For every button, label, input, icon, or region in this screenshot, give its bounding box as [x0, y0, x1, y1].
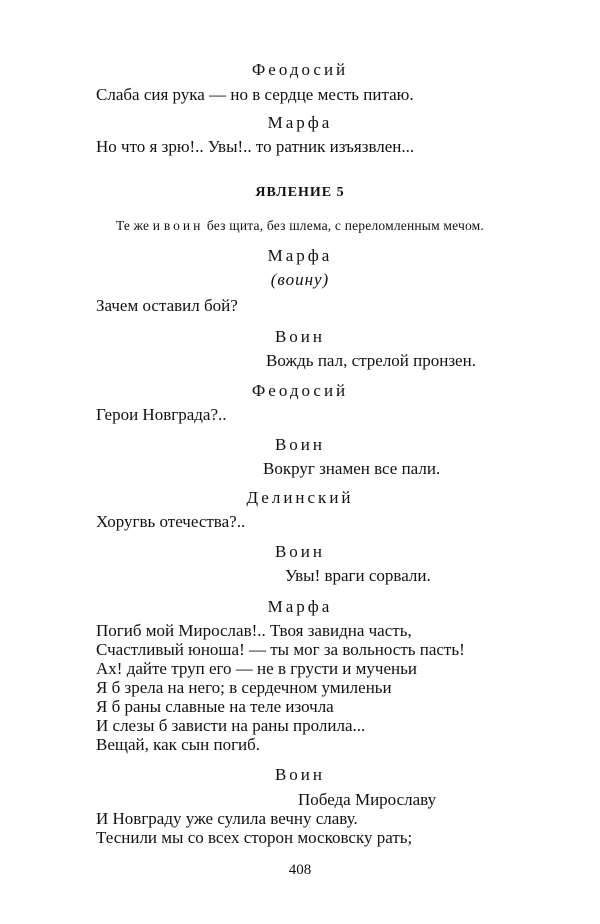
speaker-feodosy: Феодосий — [251, 60, 349, 79]
verse-line: Герои Новграда?.. — [96, 405, 227, 424]
stage-remark: (воину) — [270, 270, 330, 289]
stage-text: без щита, без шлема, с переломленным мечом. — [203, 218, 484, 233]
stage-text: Те же и — [115, 218, 164, 233]
page-number: 408 — [288, 862, 312, 878]
verse-line: Увы! враги сорвали. — [285, 566, 431, 585]
verse-line: Счастливый юноша! — ты мог за вольность пасть! — [96, 640, 465, 659]
speaker-voin: Воин — [274, 435, 326, 454]
verse-line: Но что я зрю!.. Увы!.. то ратник изъязвлен... — [96, 137, 415, 156]
verse-line: Вокруг знамен все пали. — [263, 459, 441, 478]
speaker-marfa: Марфа — [267, 597, 333, 616]
verse-line: Теснили мы со всех сторон московску рать; — [96, 828, 413, 847]
scene-heading: ЯВЛЕНИЕ 5 — [255, 185, 345, 200]
speaker-feodosy: Феодосий — [251, 381, 349, 400]
verse-line: Я б зрела на него; в сердечном умиленьи — [96, 678, 392, 697]
verse-line: Ах! дайте труп его — не в грусти и мученьи — [96, 659, 417, 678]
verse-line: И Новграду уже сулила вечну славу. — [96, 809, 358, 828]
speaker-delinsky: Делинский — [246, 488, 354, 507]
verse-line: Я б раны славные на теле изочла — [96, 697, 334, 716]
verse-line: Зачем оставил бой? — [96, 296, 238, 315]
speaker-marfa: Марфа — [267, 246, 333, 265]
verse-line: Вождь пал, стрелой пронзен. — [266, 351, 476, 370]
speaker-voin: Воин — [274, 542, 326, 561]
verse-line: Слаба сия рука — но в сердце месть питаю. — [96, 85, 414, 104]
verse-line: Вещай, как сын погиб. — [96, 735, 261, 754]
verse-line: Погиб мой Мирослав!.. Твоя завидна часть, — [96, 621, 412, 640]
stage-direction — [0, 216, 600, 236]
verse-line: Победа Мирославу — [298, 790, 437, 809]
stage-character: воин — [163, 218, 204, 233]
speaker-voin: Воин — [274, 327, 326, 346]
verse-line: И слезы б зависти на раны пролила... — [96, 716, 366, 735]
speaker-marfa: Марфа — [267, 113, 333, 132]
speaker-voin: Воин — [274, 765, 326, 784]
verse-line: Хоругвь отечества?.. — [96, 512, 246, 531]
